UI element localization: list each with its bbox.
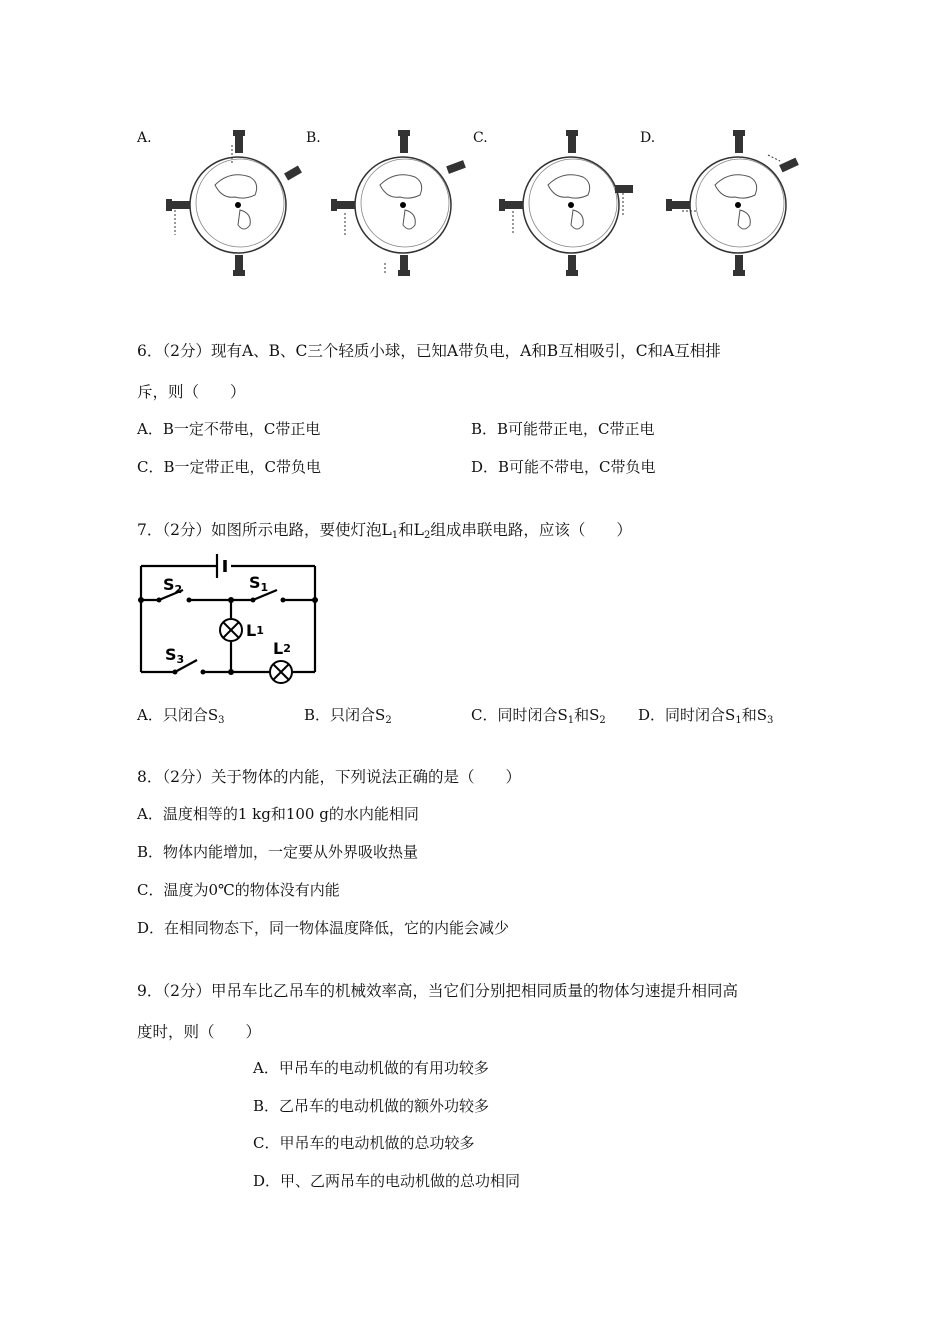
q6-option-a[interactable]: A．B一定不带电，C带正电 bbox=[137, 420, 321, 438]
q5-option-b-label: B. bbox=[306, 130, 321, 146]
q7-label-s1: S1 bbox=[249, 573, 269, 594]
q5-option-d-label: D. bbox=[640, 130, 656, 146]
q5-globe-figure-c bbox=[493, 125, 643, 280]
q8-option-d[interactable]: D．在相同物态下，同一物体温度降低，它的内能会减少 bbox=[137, 919, 510, 937]
q9-option-d[interactable]: D．甲、乙两吊车的电动机做的总功相同 bbox=[253, 1172, 521, 1190]
q7-option-c[interactable]: C．同时闭合$S_1$和$S_2$ bbox=[471, 706, 606, 726]
q5-option-a-label: A. bbox=[137, 130, 152, 146]
q9-option-c[interactable]: C．甲吊车的电动机做的总功较多 bbox=[253, 1134, 475, 1152]
q8-option-c[interactable]: C．温度为0℃的物体没有内能 bbox=[137, 881, 340, 899]
q8-option-a[interactable]: A．温度相等的1 kg和100 g的水内能相同 bbox=[137, 805, 419, 823]
q8-option-b[interactable]: B．物体内能增加，一定要从外界吸收热量 bbox=[137, 843, 419, 861]
q5-globe-figure-d bbox=[660, 125, 810, 280]
q7-label-l1: L1 bbox=[246, 621, 264, 640]
q6-option-c[interactable]: C．B一定带正电，C带负电 bbox=[137, 458, 321, 476]
q5-globe-figure-a bbox=[160, 125, 310, 280]
q6-stem-line2: 斥，则（ ） bbox=[137, 383, 246, 401]
q9-stem-line2: 度时，则（ ） bbox=[137, 1023, 262, 1041]
q7-label-l2: L2 bbox=[273, 639, 291, 658]
q7-label-s2: S2 bbox=[163, 575, 183, 596]
q9-option-a[interactable]: A．甲吊车的电动机做的有用功较多 bbox=[253, 1059, 489, 1077]
q7-circuit-diagram bbox=[135, 548, 325, 688]
q6-option-d[interactable]: D．B可能不带电，C带负电 bbox=[471, 458, 656, 476]
q6-stem-line1: 6．（2分）现有A、B、C三个轻质小球，已知A带负电，A和B互相吸引，C和A互相排 bbox=[137, 342, 721, 360]
q7-stem: 7．（2分）如图所示电路，要使灯泡$L_1$和$L_2$组成串联电路，应该（ ） bbox=[137, 521, 632, 541]
q7-option-d[interactable]: D．同时闭合$S_1$和$S_3$ bbox=[638, 706, 774, 726]
q5-globe-figure-b bbox=[325, 125, 475, 280]
q7-label-s3: S3 bbox=[165, 645, 185, 666]
q5-option-c-label: C. bbox=[473, 130, 488, 146]
q8-stem: 8．（2分）关于物体的内能，下列说法正确的是（ ） bbox=[137, 768, 521, 786]
q9-option-b[interactable]: B．乙吊车的电动机做的额外功较多 bbox=[253, 1097, 490, 1115]
q9-stem-line1: 9．（2分）甲吊车比乙吊车的机械效率高，当它们分别把相同质量的物体匀速提升相同高 bbox=[137, 982, 738, 1000]
q6-option-b[interactable]: B．B可能带正电，C带正电 bbox=[471, 420, 655, 438]
q7-option-a[interactable]: A．只闭合$S_3$ bbox=[137, 706, 225, 726]
q7-option-b[interactable]: B．只闭合$S_2$ bbox=[304, 706, 392, 726]
